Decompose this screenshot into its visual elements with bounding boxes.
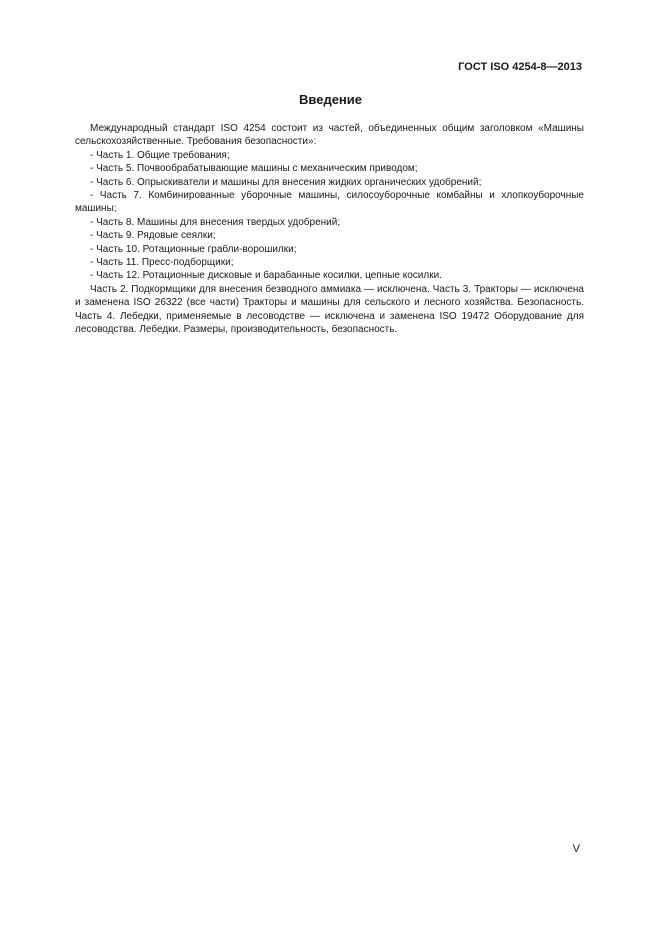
standard-number: ГОСТ ISO 4254-8—2013 xyxy=(458,61,582,73)
list-item: - Часть 11. Пресс-подборщики; xyxy=(90,257,234,269)
list-item: - Часть 7. Комбинированные уборочные машины, силосоуборочные комбайны и хлопкоуборочные машины; xyxy=(75,190,584,215)
body-text xyxy=(75,122,584,337)
list-item: - Часть 10. Ротационные грабли-ворошилки; xyxy=(90,243,297,255)
intro-paragraph: Международный стандарт ISO 4254 состоит из частей, объединенных общим заголовком «Машины сельскохозяйственные. Требования безопасности»: xyxy=(75,123,584,148)
list-item: - Часть 9. Рядовые сеялки; xyxy=(90,230,216,242)
closing-paragraph: Часть 2. Подкормщики для внесения безводного аммиака — исключена. Часть 3. Тракторы — исключена и заменена ISO 26322 (все части) Тракторы и машины для сельского и лесного хозяйства. Безопасность. Часть 4. Лебедки, применяемые в лесоводстве — исключена и заменена ISO 19472 Оборудование для лесоводства. Лебедки. Размеры, производительность, безопасность. xyxy=(75,283,584,336)
list-item: - Часть 6. Опрыскиватели и машины для внесения жидких органических удобрений; xyxy=(90,176,482,188)
list-item: - Часть 8. Машины для внесения твердых удобрений; xyxy=(90,216,341,228)
parts-list xyxy=(75,149,584,283)
list-item: - Часть 12. Ротационные дисковые и барабанные косилки, цепные косилки. xyxy=(90,270,442,282)
list-item: - Часть 1. Общие требования; xyxy=(90,149,230,161)
section-title: Введение xyxy=(299,92,362,107)
page-number: V xyxy=(572,843,580,855)
list-item: - Часть 5. Почвообрабатывающие машины с механическим приводом; xyxy=(90,163,418,175)
